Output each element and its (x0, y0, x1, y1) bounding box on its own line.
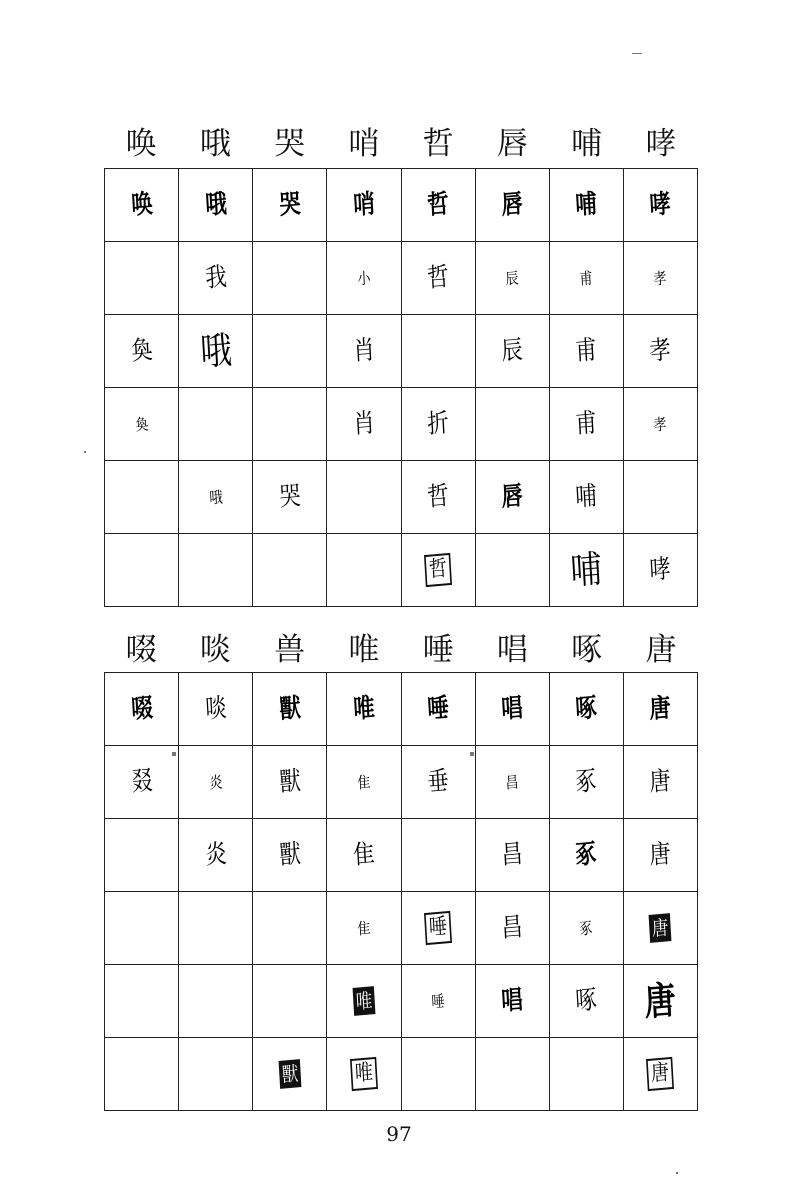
seal-glyph: 唐 (648, 766, 672, 798)
seal-glyph: 唐 (646, 1057, 674, 1091)
seal-glyph: 隹 (356, 917, 371, 939)
seal-glyph: 獸 (278, 839, 302, 871)
grid-cell (549, 315, 623, 388)
grid-cell (179, 1038, 253, 1111)
grid-cell (475, 242, 549, 315)
table-row (105, 169, 698, 242)
grid-cell (253, 242, 327, 315)
grid-cell (475, 819, 549, 892)
seal-glyph: 昌 (505, 771, 520, 793)
grid-cell (475, 388, 549, 461)
grid-cell (179, 746, 253, 819)
seal-glyph: 啄 (574, 985, 598, 1017)
grid-cell (327, 315, 401, 388)
grid-cell (475, 673, 549, 746)
seal-glyph: 昌 (500, 839, 524, 871)
seal-glyph: 隹 (352, 839, 376, 871)
grid-cell (105, 315, 179, 388)
page-number: 97 (386, 1122, 412, 1146)
seal-glyph: 孝 (653, 413, 668, 435)
grid-cell (623, 461, 697, 534)
grid-cell (623, 892, 697, 965)
grid-cell (623, 673, 697, 746)
header-char: 唤 (125, 126, 157, 162)
grid-cell (623, 819, 697, 892)
grid-cell (253, 534, 327, 607)
seal-glyph: 辰 (505, 267, 520, 289)
seal-glyph: 昌 (500, 912, 524, 944)
seal-glyph: 唱 (500, 985, 524, 1017)
seal-glyph: 哺 (574, 481, 598, 513)
grid-cell (623, 169, 697, 242)
scan-mark (676, 1172, 678, 1174)
grid-cell (179, 673, 253, 746)
header-char: 哮 (645, 126, 677, 162)
seal-glyph: 甫 (574, 408, 598, 440)
seal-glyph: 奐 (134, 413, 149, 435)
grid-cell (105, 388, 179, 461)
grid-cell (475, 746, 549, 819)
seal-glyph: 唯 (350, 1057, 378, 1091)
grid-cell (401, 673, 475, 746)
grid-cell (105, 892, 179, 965)
table-row (105, 388, 698, 461)
grid-cell (327, 1038, 401, 1111)
grid-cell (179, 315, 253, 388)
table-row (105, 461, 698, 534)
header-char: 唱 (496, 632, 528, 668)
grid-cell (549, 819, 623, 892)
grid-cell (623, 315, 697, 388)
grid-cell (253, 892, 327, 965)
header-char: 唯 (348, 632, 380, 668)
grid-cell (549, 534, 623, 607)
seal-glyph: 哨 (352, 189, 376, 221)
grid-cell (327, 819, 401, 892)
seal-glyph: 唐 (648, 693, 672, 725)
grid-cell (549, 388, 623, 461)
grid-cell (401, 315, 475, 388)
seal-glyph: 豖 (579, 917, 594, 939)
grid-cell (327, 534, 401, 607)
header-char: 唾 (422, 632, 454, 668)
seal-glyph: 我 (204, 262, 228, 294)
seal-glyph: 甫 (574, 335, 598, 367)
seal-glyph: 叕 (130, 766, 154, 798)
header-char: 哺 (571, 126, 603, 162)
grid-cell (327, 169, 401, 242)
seal-glyph: 唾 (424, 911, 452, 945)
grid-cell (327, 746, 401, 819)
seal-glyph: 唾 (430, 990, 446, 1012)
seal-glyph: 豖 (574, 839, 598, 871)
grid-cell (475, 461, 549, 534)
grid-cell (401, 534, 475, 607)
seal-glyph: 唐 (643, 976, 678, 1025)
grid-cell (253, 315, 327, 388)
grid-cell (327, 242, 401, 315)
grid-cell (327, 461, 401, 534)
header-char: 唇 (496, 126, 528, 162)
seal-glyph: 獸 (278, 766, 302, 798)
seal-glyph: 哲 (426, 262, 450, 294)
seal-glyph: 豖 (574, 766, 598, 798)
grid-cell (253, 461, 327, 534)
table-row (105, 892, 698, 965)
seal-glyph: 唇 (500, 189, 524, 221)
table-row (105, 673, 698, 746)
scan-mark (84, 451, 86, 453)
seal-glyph: 甫 (579, 267, 594, 289)
seal-glyph: 啖 (204, 693, 228, 725)
seal-glyph: 唐 (649, 913, 672, 943)
seal-glyph: 肖 (352, 335, 376, 367)
seal-glyph: 唱 (500, 693, 524, 725)
grid-cell (401, 169, 475, 242)
seal-glyph: 哭 (278, 481, 302, 513)
seal-glyph: 孝 (648, 335, 672, 367)
seal-glyph: 哲 (426, 189, 450, 221)
table-row (105, 242, 698, 315)
grid-cell (549, 242, 623, 315)
grid-cell (401, 965, 475, 1038)
seal-glyph: 獸 (278, 693, 302, 725)
grid-cell (179, 169, 253, 242)
seal-glyph: 哭 (278, 189, 302, 221)
seal-glyph: 啄 (574, 693, 598, 725)
grid-cell (475, 1038, 549, 1111)
seal-glyph: 奐 (130, 335, 154, 367)
table-row (105, 534, 698, 607)
grid-cell (105, 1038, 179, 1111)
grid-cell (401, 819, 475, 892)
grid-cell (253, 965, 327, 1038)
seal-glyph: 哦 (198, 327, 233, 375)
grid-cell (327, 388, 401, 461)
grid-cell (327, 965, 401, 1038)
grid-cell (179, 388, 253, 461)
grid-cell (253, 1038, 327, 1111)
section1-grid (104, 168, 698, 607)
header-char: 哦 (199, 126, 231, 162)
grid-cell (179, 892, 253, 965)
grid-cell (623, 242, 697, 315)
seal-glyph: 唇 (500, 481, 524, 513)
grid-cell (623, 1038, 697, 1111)
grid-cell (623, 746, 697, 819)
grid-cell (475, 315, 549, 388)
grid-cell (105, 965, 179, 1038)
seal-glyph: 唯 (353, 986, 376, 1016)
grid-cell (549, 1038, 623, 1111)
grid-cell (549, 746, 623, 819)
seal-glyph: 小 (356, 267, 371, 289)
grid-cell (179, 242, 253, 315)
seal-glyph: 隹 (356, 771, 371, 793)
section1-headers (104, 122, 698, 166)
grid-cell (401, 1038, 475, 1111)
grid-cell (179, 819, 253, 892)
seal-glyph: 哺 (569, 546, 604, 594)
seal-glyph: 肖 (352, 408, 376, 440)
seal-glyph: 折 (426, 408, 450, 440)
grid-cell (623, 388, 697, 461)
grid-cell (253, 746, 327, 819)
header-char: 兽 (274, 632, 306, 668)
header-char: 哭 (274, 126, 306, 162)
seal-glyph: 垂 (426, 766, 450, 798)
seal-glyph: 哺 (574, 189, 598, 221)
grid-cell (401, 461, 475, 534)
grid-cell (253, 169, 327, 242)
grid-cell (475, 892, 549, 965)
grid-cell (549, 461, 623, 534)
table-row (105, 1038, 698, 1111)
scan-mark (632, 53, 642, 54)
seal-glyph: 炎 (204, 839, 228, 871)
grid-cell (105, 461, 179, 534)
grid-cell (327, 892, 401, 965)
grid-cell (401, 388, 475, 461)
grid-cell (401, 242, 475, 315)
grid-cell (105, 673, 179, 746)
seal-glyph: 孝 (653, 267, 668, 289)
grid-cell (623, 534, 697, 607)
grid-cell (475, 965, 549, 1038)
table-row (105, 746, 698, 819)
grid-cell (179, 461, 253, 534)
grid-cell (253, 388, 327, 461)
grid-cell (549, 169, 623, 242)
grid-cell (475, 169, 549, 242)
grid-cell (105, 169, 179, 242)
table-row (105, 965, 698, 1038)
section2-headers (104, 628, 698, 672)
seal-glyph: 辰 (500, 335, 524, 367)
grid-cell (549, 673, 623, 746)
seal-glyph: 哲 (424, 553, 452, 587)
seal-glyph: 唯 (352, 693, 376, 725)
grid-cell (105, 819, 179, 892)
header-char: 唐 (645, 632, 677, 668)
grid-cell (179, 534, 253, 607)
header-char: 啄 (571, 632, 603, 668)
header-char: 啖 (199, 632, 231, 668)
grid-cell (179, 965, 253, 1038)
grid-cell (327, 673, 401, 746)
seal-glyph: 哮 (648, 554, 672, 586)
section2-grid (104, 672, 698, 1111)
seal-glyph: 唾 (426, 693, 450, 725)
header-char: 哨 (348, 126, 380, 162)
grid-cell (401, 746, 475, 819)
grid-cell (549, 965, 623, 1038)
seal-glyph: 炎 (208, 771, 223, 793)
table-row (105, 819, 698, 892)
grid-cell (623, 965, 697, 1038)
grid-cell (549, 892, 623, 965)
seal-glyph: 哲 (426, 481, 450, 513)
seal-glyph: 啜 (130, 693, 154, 725)
header-char: 哲 (422, 126, 454, 162)
table-row (105, 315, 698, 388)
grid-cell (401, 892, 475, 965)
seal-glyph: 哮 (648, 189, 672, 221)
grid-cell (253, 819, 327, 892)
grid-cell (475, 534, 549, 607)
seal-glyph: 唤 (130, 189, 154, 221)
header-char: 啜 (125, 632, 157, 668)
seal-glyph: 哦 (204, 189, 228, 221)
grid-cell (105, 746, 179, 819)
seal-glyph: 獸 (278, 1059, 301, 1089)
grid-cell (105, 534, 179, 607)
seal-glyph: 哦 (208, 486, 223, 508)
grid-cell (253, 673, 327, 746)
grid-cell (105, 242, 179, 315)
seal-glyph: 唐 (648, 839, 672, 871)
